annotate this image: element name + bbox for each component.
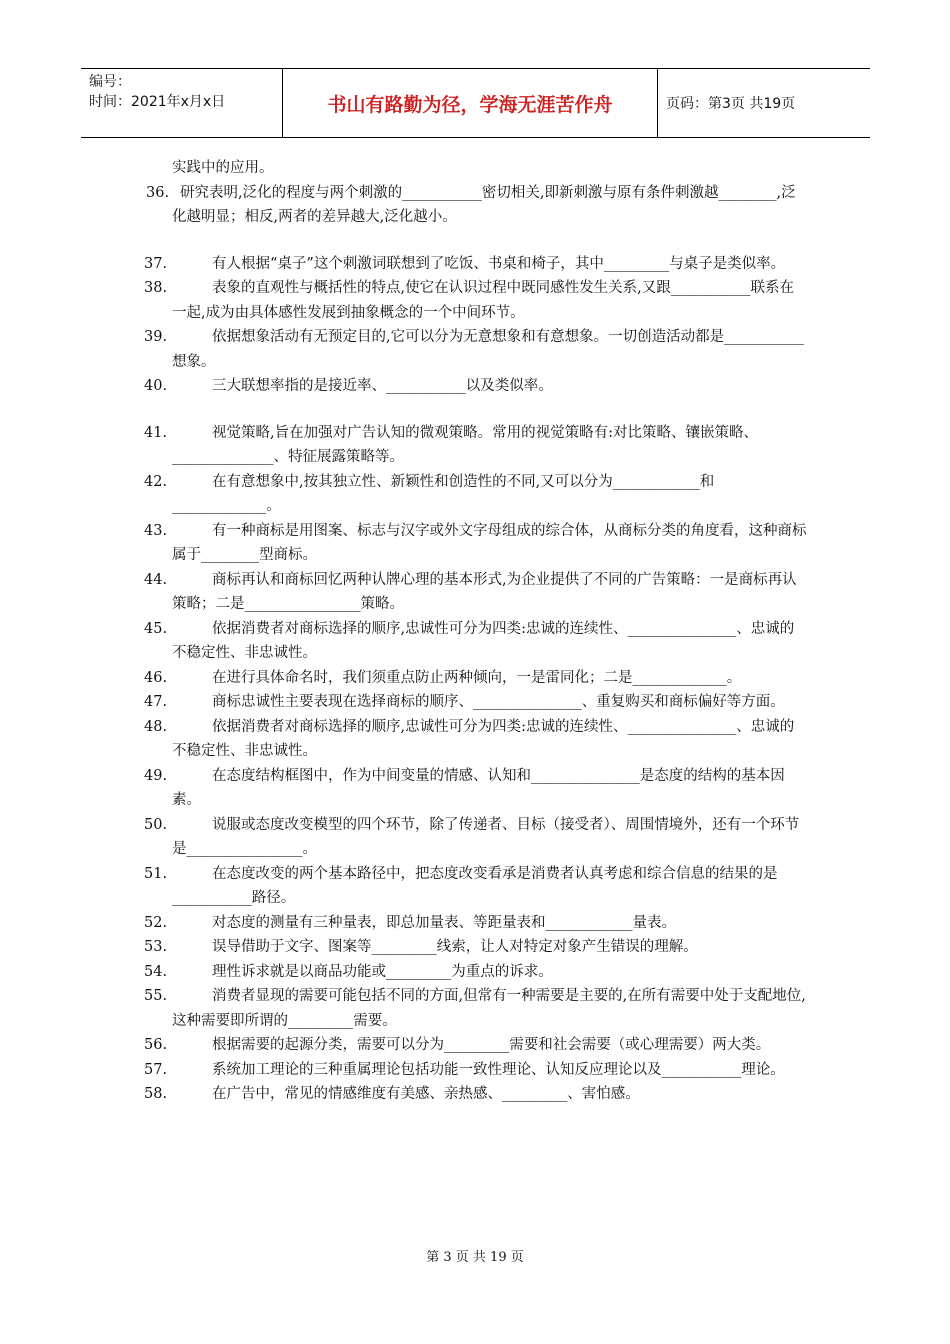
item-number: 46.	[144, 669, 168, 686]
header-meta	[81, 69, 283, 137]
item-text: 理性诉求就是以商品功能或_________为重点的诉求。	[212, 963, 553, 980]
time-label: 时间：2021年x月x日	[89, 94, 226, 110]
page-footer: 第 3 页 共 19 页	[426, 1250, 524, 1265]
item-text: 在态度结构框图中，作为中间变量的情感、认知和_______________是态度的结构的基本因素。	[172, 767, 785, 808]
item-number: 53.	[144, 939, 168, 955]
item-text: 实践中的应用。	[172, 160, 274, 176]
item-number: 49.	[144, 767, 168, 784]
item-text: 说服或态度改变模型的四个环节，除了传递者、目标（接受者）、周围情境外，还有一个环节是________________。	[172, 816, 800, 857]
item-number: 36.	[146, 184, 170, 201]
list-item	[144, 252, 808, 277]
list-item	[144, 470, 808, 519]
item-number: 42.	[144, 473, 168, 490]
item-text: 研究表明,泛化的程度与两个刺激的___________密切相关,即新刺激与原有条件刺激越________,泛化越明显；相反,两者的差异越大,泛化越小。	[172, 184, 796, 225]
list-item	[144, 421, 808, 470]
item-text: 消费者显现的需要可能包括不同的方面,但常有一种需要是主要的,在所有需要中处于支配地位,这种需要即所谓的_________需要。	[172, 988, 806, 1029]
item-text: 误导借助于文字、图案等_________线索，让人对特定对象产生错误的理解。	[212, 939, 698, 955]
item-number: 45.	[144, 620, 168, 637]
item-text: 系统加工理论的三种重属理论包括功能一致性理论、认知反应理论以及___________理论。	[212, 1061, 785, 1078]
header-page-info: 页码：第3页 共19页	[666, 96, 796, 112]
list-item	[144, 617, 808, 666]
list-item	[144, 276, 808, 325]
list-item	[144, 374, 808, 399]
item-text: 有一种商标是用图案、标志与汉字或外文字母组成的综合体，从商标分类的角度看，这种商标属于________型商标。	[172, 522, 807, 563]
list-item	[144, 1082, 808, 1107]
list-item	[144, 325, 808, 374]
item-number: 54.	[144, 963, 168, 980]
item-text: 商标忠诚性主要表现在选择商标的顺序、_______________、重复购买和商标偏好等方面。	[212, 694, 785, 710]
list-item	[146, 181, 808, 230]
item-text: 有人根据“桌子”这个刺激词联想到了吃饭、书桌和椅子，其中_________与桌子是类似率。	[212, 255, 786, 272]
item-number: 39.	[144, 329, 168, 345]
list-item	[144, 960, 808, 985]
item-number: 44.	[144, 571, 168, 588]
list-item	[144, 1058, 808, 1083]
item-text: 视觉策略,旨在加强对广告认知的微观策略。常用的视觉策略有:对比策略、镶嵌策略、______________、特征展露策略等。	[172, 424, 758, 465]
item-text: 在态度改变的两个基本路径中，把态度改变看承是消费者认真考虑和综合信息的结果的是___________路径。	[172, 865, 778, 906]
code-label: 编号：	[89, 74, 131, 90]
item-text: 表象的直观性与概括性的特点,使它在认识过程中既同感性发生关系,又跟___________联系在一起,成为由具体感性发展到抽象概念的一个中间环节。	[172, 280, 794, 321]
item-number: 50.	[144, 816, 168, 833]
item-number: 38.	[144, 280, 168, 296]
list-item	[144, 862, 808, 911]
item-number: 51.	[144, 865, 168, 882]
list-item	[144, 984, 808, 1033]
list-item	[144, 568, 808, 617]
item-number: 56.	[144, 1037, 168, 1053]
list-item	[144, 666, 808, 691]
list-item	[172, 156, 808, 181]
item-text: 在广告中，常见的情感维度有美感、亲热感、_________、害怕感。	[212, 1086, 640, 1102]
header-motto: 书山有路勤为径，学海无涯苦作舟	[283, 69, 658, 137]
item-number: 48.	[144, 718, 168, 735]
item-text: 在进行具体命名时，我们须重点防止两种倾向，一是雷同化；二是_____________。	[212, 669, 742, 686]
item-number: 57.	[144, 1061, 168, 1078]
list-item	[144, 690, 808, 715]
item-number: 55.	[144, 988, 168, 1004]
list-item	[144, 1033, 808, 1058]
item-number: 37.	[144, 255, 168, 272]
item-text: 依据消费者对商标选择的顺序,忠诚性可分为四类:忠诚的连续性、_______________、忠诚的不稳定性、非忠诚性。	[172, 718, 795, 759]
item-text: 依据想象活动有无预定目的,它可以分为无意想象和有意想象。一切创造活动都是___________想象。	[172, 329, 804, 370]
list-item	[144, 764, 808, 813]
item-text: 商标再认和商标回忆两种认牌心理的基本形式,为企业提供了不同的广告策略：一是商标再认策略；二是________________策略。	[172, 571, 797, 612]
item-number: 58.	[144, 1086, 168, 1102]
item-text: 三大联想率指的是接近率、___________以及类似率。	[212, 378, 553, 394]
item-number: 52.	[144, 914, 168, 931]
list-item	[144, 911, 808, 936]
item-number: 41.	[144, 424, 168, 441]
item-number: 47.	[144, 694, 168, 710]
item-number: 40.	[144, 378, 168, 394]
item-text: 对态度的测量有三种量表，即总加量表、等距量表和____________量表。	[212, 914, 676, 931]
list-item	[144, 519, 808, 568]
list-item	[144, 813, 808, 862]
question-list	[0, 156, 950, 1107]
page-header	[81, 68, 870, 138]
list-item	[144, 715, 808, 764]
list-item	[144, 935, 808, 960]
item-text: 依据消费者对商标选择的顺序,忠诚性可分为四类:忠诚的连续性、_______________、忠诚的不稳定性、非忠诚性。	[172, 620, 795, 661]
item-number: 43.	[144, 522, 168, 539]
item-text: 根据需要的起源分类，需要可以分为_________需要和社会需要（或心理需要）两大类。	[212, 1037, 771, 1053]
item-text: 在有意想象中,按其独立性、新颖性和创造性的不同,又可以分为____________和_____________。	[172, 473, 715, 514]
